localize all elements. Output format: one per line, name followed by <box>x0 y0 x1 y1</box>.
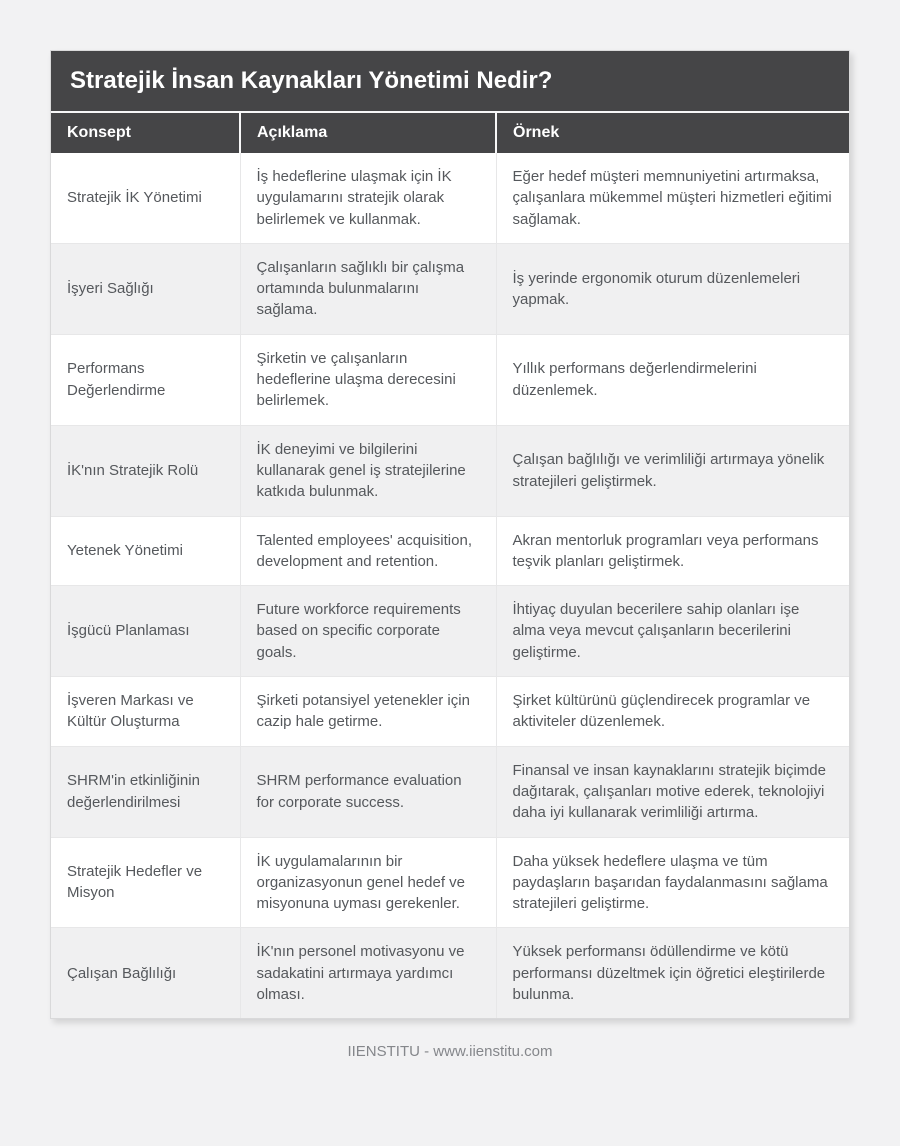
cell-konsept: Stratejik Hedefler ve Misyon <box>51 837 240 928</box>
cell-aciklama: Talented employees' acquisition, development and retention. <box>240 516 496 586</box>
cell-konsept: SHRM'in etkinliğinin değerlendirilmesi <box>51 746 240 837</box>
cell-aciklama: İK uygulamalarının bir organizasyonun genel hedef ve misyonuna uyması gerekenler. <box>240 837 496 928</box>
table-row <box>51 243 849 334</box>
cell-konsept: Yetenek Yönetimi <box>51 516 240 586</box>
cell-ornek: İhtiyaç duyulan becerilere sahip olanları işe alma veya mevcut çalışanların becerilerini geliştirme. <box>496 586 849 677</box>
cell-ornek: Çalışan bağlılığı ve verimliliği artırmaya yönelik stratejileri geliştirmek. <box>496 425 849 516</box>
column-header-ornek: Örnek <box>496 113 849 153</box>
cell-konsept: İşgücü Planlaması <box>51 586 240 677</box>
cell-ornek: İş yerinde ergonomik oturum düzenlemeleri yapmak. <box>496 243 849 334</box>
table-row <box>51 837 849 928</box>
table-row <box>51 334 849 425</box>
page-title: Stratejik İnsan Kaynakları Yönetimi Nedir? <box>51 51 849 113</box>
cell-aciklama: İK'nın personel motivasyonu ve sadakatini artırmaya yardımcı olması. <box>240 928 496 1018</box>
shrm-info-card <box>50 50 850 1019</box>
page <box>0 50 900 1060</box>
column-header-aciklama: Açıklama <box>240 113 496 153</box>
cell-ornek: Yıllık performans değerlendirmelerini düzenlemek. <box>496 334 849 425</box>
cell-ornek: Şirket kültürünü güçlendirecek programlar ve aktiviteler düzenlemek. <box>496 677 849 747</box>
table-row <box>51 677 849 747</box>
table-row <box>51 928 849 1018</box>
concept-table <box>51 113 849 1018</box>
cell-aciklama: İK deneyimi ve bilgilerini kullanarak genel iş stratejilerine katkıda bulunmak. <box>240 425 496 516</box>
cell-ornek: Yüksek performansı ödüllendirme ve kötü performansı düzeltmek için öğretici eleştirilerde bulunma. <box>496 928 849 1018</box>
table-row <box>51 746 849 837</box>
cell-aciklama: Future workforce requirements based on specific corporate goals. <box>240 586 496 677</box>
cell-ornek: Akran mentorluk programları veya performans teşvik planları geliştirmek. <box>496 516 849 586</box>
cell-aciklama: Çalışanların sağlıklı bir çalışma ortamında bulunmalarını sağlama. <box>240 243 496 334</box>
cell-aciklama: Şirketi potansiyel yetenekler için cazip hale getirme. <box>240 677 496 747</box>
column-header-konsept: Konsept <box>51 113 240 153</box>
table-row <box>51 425 849 516</box>
cell-konsept: İşveren Markası ve Kültür Oluşturma <box>51 677 240 747</box>
cell-konsept: Performans Değerlendirme <box>51 334 240 425</box>
table-row <box>51 586 849 677</box>
cell-aciklama: Şirketin ve çalışanların hedeflerine ulaşma derecesini belirlemek. <box>240 334 496 425</box>
cell-aciklama: SHRM performance evaluation for corporate success. <box>240 746 496 837</box>
table-body <box>51 153 849 1018</box>
table-row <box>51 153 849 243</box>
table-row <box>51 516 849 586</box>
cell-ornek: Eğer hedef müşteri memnuniyetini artırmaksa, çalışanlara mükemmel müşteri hizmetleri eğitimi sağlamak. <box>496 153 849 243</box>
table-header-row <box>51 113 849 153</box>
cell-ornek: Daha yüksek hedeflere ulaşma ve tüm paydaşların başarıdan faydalanmasını sağlama stratejileri geliştirme. <box>496 837 849 928</box>
cell-konsept: Çalışan Bağlılığı <box>51 928 240 1018</box>
cell-aciklama: İş hedeflerine ulaşmak için İK uygulamarını stratejik olarak belirlemek ve kullanmak. <box>240 153 496 243</box>
cell-konsept: İşyeri Sağlığı <box>51 243 240 334</box>
cell-konsept: İK'nın Stratejik Rolü <box>51 425 240 516</box>
cell-konsept: Stratejik İK Yönetimi <box>67 189 202 207</box>
cell-ornek: Finansal ve insan kaynaklarını stratejik biçimde dağıtarak, çalışanları motive ederek, teknolojiyi daha iyi kullanarak verimliliği artırma. <box>496 746 849 837</box>
footer-credit: IIENSTITU - www.iienstitu.com <box>347 1043 553 1061</box>
